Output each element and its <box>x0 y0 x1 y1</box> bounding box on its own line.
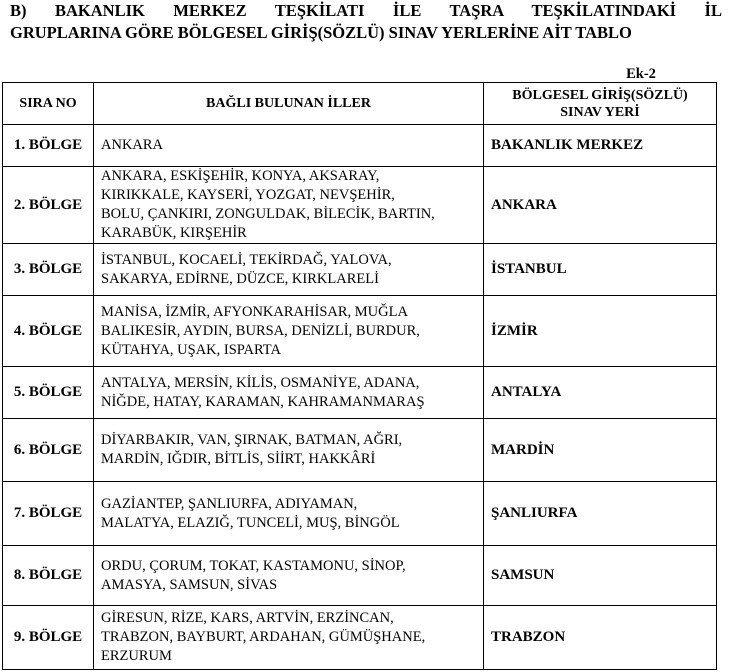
exam-location: BAKANLIK MERKEZ <box>484 125 717 167</box>
table-row <box>3 419 717 482</box>
region-number: 5. BÖLGE <box>3 367 94 419</box>
region-number: 4. BÖLGE <box>3 296 94 367</box>
region-provinces <box>94 296 484 367</box>
province-line: ANKARA, ESKİŞEHİR, KONYA, AKSARAY, <box>101 168 380 184</box>
table-row <box>3 244 717 296</box>
exam-location: ŞANLIURFA <box>484 482 717 546</box>
header-sinav-yeri-line1: BÖLGESEL GİRİŞ(SÖZLÜ) <box>512 87 688 103</box>
region-number: 2. BÖLGE <box>3 167 94 244</box>
exam-location: MARDİN <box>484 419 717 482</box>
region-provinces <box>94 546 484 606</box>
province-line: ANKARA <box>101 137 164 153</box>
region-number: 6. BÖLGE <box>3 419 94 482</box>
table-row <box>3 606 717 670</box>
region-provinces <box>94 419 484 482</box>
province-line: DİYARBAKIR, VAN, ŞIRNAK, BATMAN, AĞRI, <box>101 432 403 448</box>
province-line: ANTALYA, MERSİN, KİLİS, OSMANİYE, ADANA, <box>101 374 420 391</box>
province-line: MANİSA, İZMİR, AFYONKARAHİSAR, MUĞLA <box>101 303 408 320</box>
province-line: SAKARYA, EDİRNE, DÜZCE, KIRKLARELİ <box>101 270 379 287</box>
region-number: 7. BÖLGE <box>3 482 94 546</box>
province-line: MARDİN, IĞDIR, BİTLİS, SİİRT, HAKKÂRİ <box>101 451 376 467</box>
region-number: 8. BÖLGE <box>3 546 94 606</box>
annex-label: Ek-2 <box>626 66 656 82</box>
province-line: TRABZON, BAYBURT, ARDAHAN, GÜMÜŞHANE, <box>101 629 426 645</box>
table-row <box>3 546 717 606</box>
region-number: 3. BÖLGE <box>3 244 94 296</box>
exam-location: TRABZON <box>484 606 717 670</box>
header-sinav-yeri-line2: SINAV YERİ <box>560 104 640 120</box>
exam-location: ANKARA <box>484 167 717 244</box>
region-number: 9. BÖLGE <box>3 606 94 670</box>
exam-location: SAMSUN <box>484 546 717 606</box>
exam-location: İSTANBUL <box>484 244 717 296</box>
province-line: BALIKESİR, AYDIN, BURSA, DENİZLİ, BURDUR, <box>101 322 420 339</box>
table-row <box>3 125 717 167</box>
table-row <box>3 296 717 367</box>
province-line: MALATYA, ELAZIĞ, TUNCELİ, MUŞ, BİNGÖL <box>101 514 400 531</box>
province-line: BOLU, ÇANKIRI, ZONGULDAK, BİLECİK, BARTIN, <box>101 206 435 222</box>
province-line: İSTANBUL, KOCAELİ, TEKİRDAĞ, YALOVA, <box>101 251 392 268</box>
region-provinces <box>94 606 484 670</box>
province-line: GAZİANTEP, ŞANLIURFA, ADIYAMAN, <box>101 495 358 512</box>
region-provinces <box>94 167 484 244</box>
heading-line-2: GRUPLARINA GÖRE BÖLGESEL GİRİŞ(SÖZLÜ) SINAV YERLERİNE AİT TABLO <box>10 23 632 42</box>
province-line: KIRIKKALE, KAYSERİ, YOZGAT, NEVŞEHİR, <box>101 187 395 203</box>
province-line: KARABÜK, KIRŞEHİR <box>101 225 247 241</box>
region-provinces <box>94 125 484 167</box>
header-sinav-yeri <box>484 83 717 125</box>
document-heading <box>10 0 722 44</box>
table-row <box>3 167 717 244</box>
province-line: GİRESUN, RİZE, KARS, ARTVİN, ERZİNCAN, <box>101 610 394 626</box>
province-line: KÜTAHYA, UŞAK, ISPARTA <box>101 341 281 358</box>
table-row <box>3 482 717 546</box>
region-provinces <box>94 367 484 419</box>
province-line: AMASYA, SAMSUN, SİVAS <box>101 576 278 593</box>
region-provinces <box>94 482 484 546</box>
province-line: NİĞDE, HATAY, KARAMAN, KAHRAMANMARAŞ <box>101 393 425 410</box>
heading-line-1: B) BAKANLIK MERKEZ TEŞKİLATI İLE TAŞRA TEŞKİLATINDAKİ İL <box>10 1 722 20</box>
table-row <box>3 367 717 419</box>
region-number: 1. BÖLGE <box>3 125 94 167</box>
header-iller: BAĞLI BULUNAN İLLER <box>94 83 484 125</box>
province-line: ORDU, ÇORUM, TOKAT, KASTAMONU, SİNOP, <box>101 557 406 574</box>
province-line: ERZURUM <box>101 648 172 664</box>
region-provinces <box>94 244 484 296</box>
exam-location: İZMİR <box>484 296 717 367</box>
exam-regions-table <box>2 82 717 670</box>
exam-location: ANTALYA <box>484 367 717 419</box>
table-header-row <box>3 83 717 125</box>
header-sira-no: SIRA NO <box>3 83 94 125</box>
